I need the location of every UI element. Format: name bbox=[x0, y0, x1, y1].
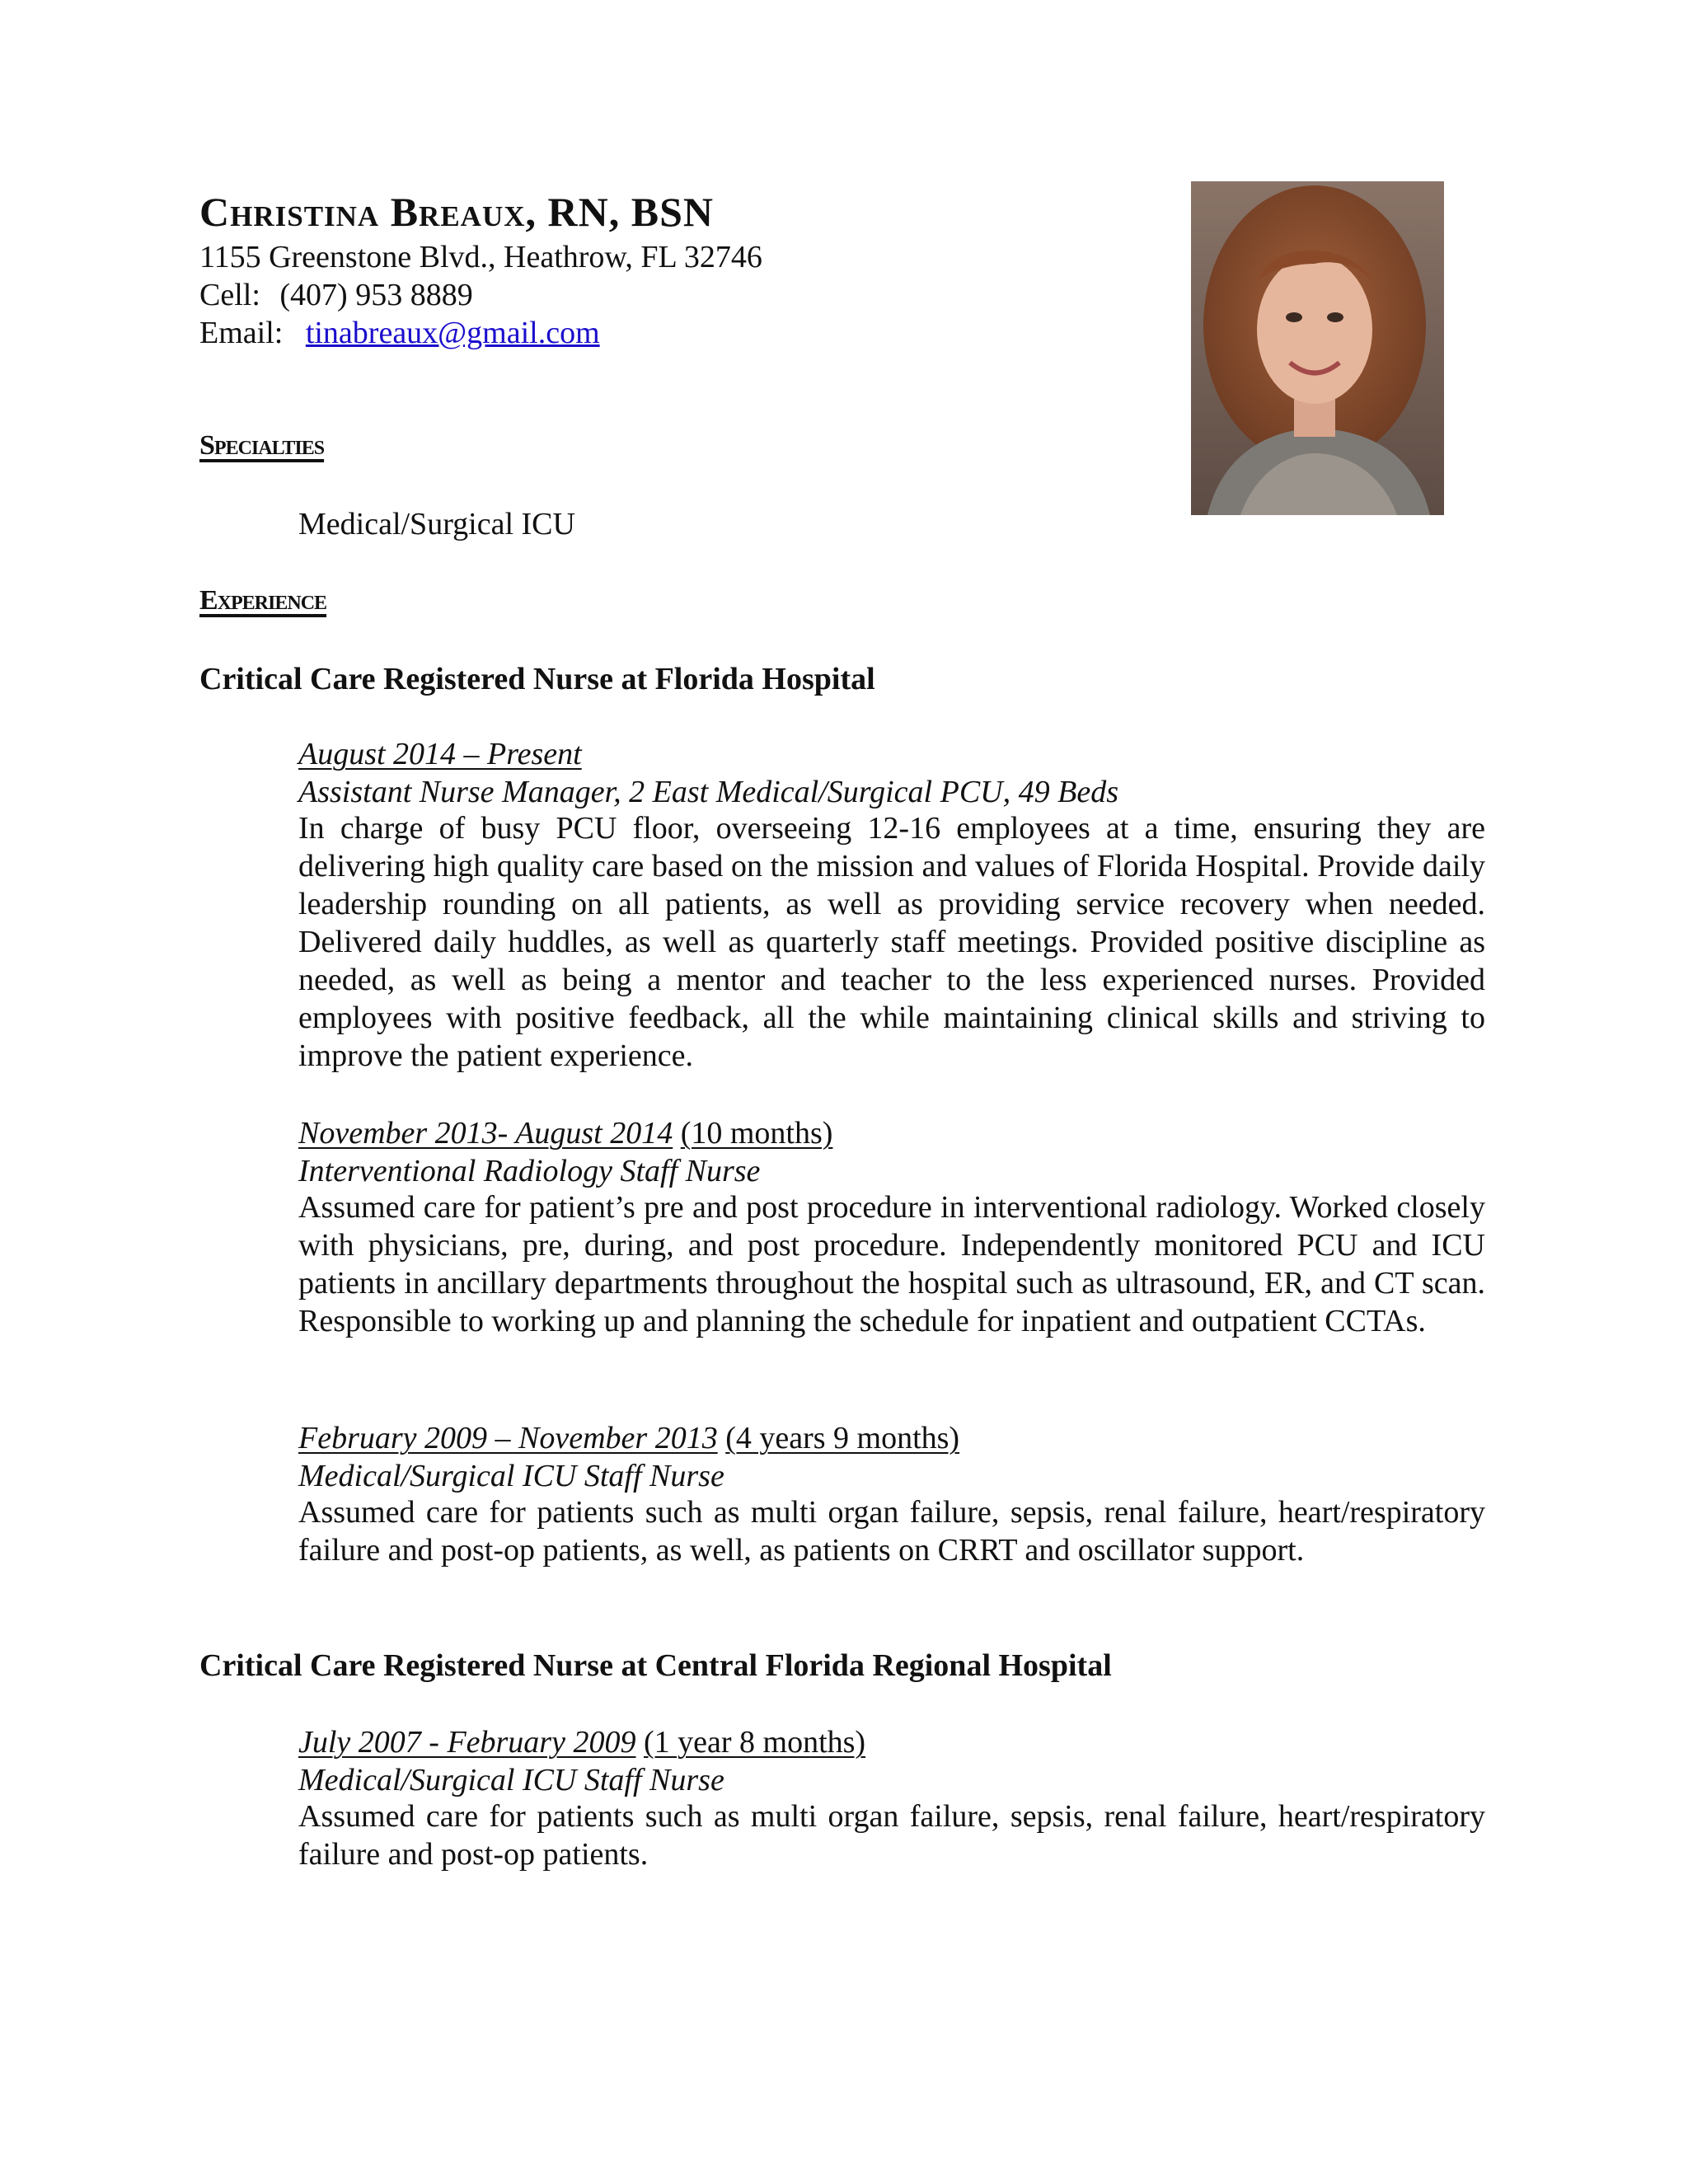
position-role: Assistant Nurse Manager, 2 East Medical/Surgical PCU, 49 Beds bbox=[298, 775, 1118, 809]
position-role: Medical/Surgical ICU Staff Nurse bbox=[298, 1763, 724, 1797]
cell-label: Cell: bbox=[199, 278, 260, 312]
portrait-photo-icon bbox=[1191, 181, 1444, 515]
cell-value: (407) 953 8889 bbox=[279, 278, 473, 312]
specialties-heading: Specialties bbox=[199, 430, 325, 461]
position-role: Medical/Surgical ICU Staff Nurse bbox=[298, 1459, 724, 1493]
position-duration: (1 year 8 months) bbox=[643, 1725, 866, 1760]
position-date-range: August 2014 – Present bbox=[298, 737, 582, 771]
position-date-range: November 2013- August 2014 bbox=[298, 1116, 673, 1151]
position-description: Assumed care for patients such as multi organ failure, sepsis, renal failure, heart/respiratory failure and post-op patients, as well, as patients on CRRT and oscillator support. bbox=[298, 1495, 1485, 1568]
position-role: Interventional Radiology Staff Nurse bbox=[298, 1154, 761, 1188]
position-duration: (4 years 9 months) bbox=[725, 1421, 960, 1455]
position-dates bbox=[298, 736, 582, 772]
candidate-name: Christina Breaux, RN, BSN bbox=[199, 189, 714, 235]
portrait-photo bbox=[1191, 181, 1444, 515]
specialty-item: Medical/Surgical ICU bbox=[298, 507, 575, 541]
email-link[interactable]: tinabreaux@gmail.com bbox=[305, 316, 600, 350]
cell-line bbox=[199, 277, 473, 313]
position-duration: (10 months) bbox=[680, 1116, 833, 1151]
position-description: Assumed care for patient’s pre and post procedure in interventional radiology. Worked closely with physicians, pre, during, and post procedure. Independently monitored PCU and ICU patients in ancillary departments throughout the hospital such as ultrasound, ER, and CT scan. Responsible to working up and planning the schedule for inpatient and outpatient CCTAs. bbox=[298, 1190, 1485, 1338]
experience-heading: Experience bbox=[199, 585, 327, 616]
address-line: 1155 Greenstone Blvd., Heathrow, FL 32746 bbox=[199, 240, 762, 274]
position-dates bbox=[298, 1420, 959, 1456]
employer-title: Critical Care Registered Nurse at Florida Hospital bbox=[199, 662, 875, 696]
employer-title: Critical Care Registered Nurse at Central Florida Regional Hospital bbox=[199, 1648, 1112, 1683]
position-description: Assumed care for patients such as multi organ failure, sepsis, renal failure, heart/respiratory failure and post-op patients. bbox=[298, 1799, 1485, 1872]
position-dates bbox=[298, 1115, 832, 1151]
position-description: In charge of busy PCU floor, overseeing 12-16 employees at a time, ensuring they are delivering high quality care based on the mission and values of Florida Hospital. Provide daily leadership rounding on all patients, as well as providing service recovery when needed. Delivered daily huddles, as well as quarterly staff meetings. Provided positive discipline as needed, as well as being a mentor and teacher to the less experienced nurses. Provided employees with positive feedback, all the while maintaining clinical skills and striving to improve the patient experience. bbox=[298, 811, 1485, 1073]
position-dates bbox=[298, 1724, 865, 1760]
position-date-range: July 2007 - February 2009 bbox=[298, 1725, 636, 1760]
email-line bbox=[199, 315, 600, 351]
email-label: Email: bbox=[199, 316, 284, 350]
position-date-range: February 2009 – November 2013 bbox=[298, 1421, 718, 1455]
